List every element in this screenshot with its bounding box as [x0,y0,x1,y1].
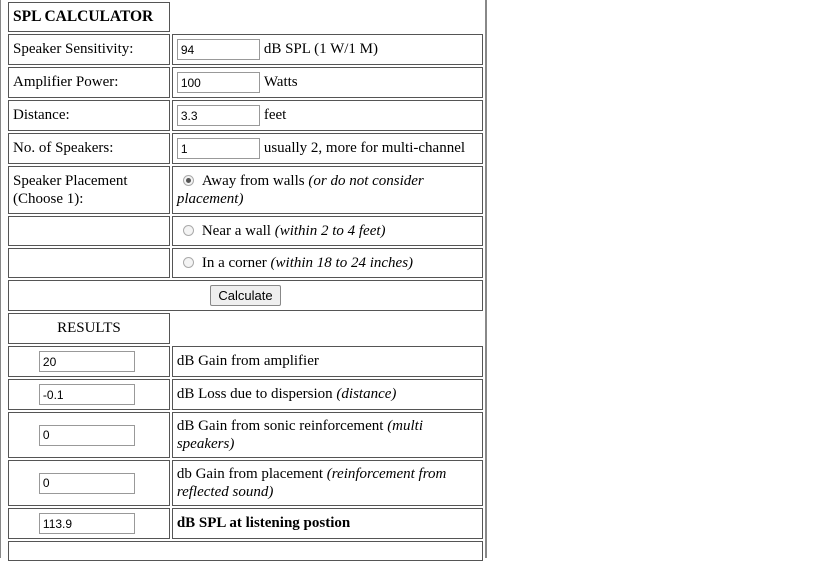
placement-wall-radio[interactable] [183,225,194,236]
dispersion-output[interactable] [39,384,135,405]
placement-wall-note: (within 2 to 4 feet) [274,222,386,239]
placement-label-line1: Speaker Placement [13,173,128,189]
distance-input[interactable] [177,105,260,126]
placement-wall-label: Near a wall [201,222,271,239]
amp-gain-output[interactable] [39,351,135,372]
sensitivity-input[interactable] [177,39,260,60]
spl-label: dB SPL at listening postion [172,508,483,539]
placement-gain-note-a: (reinforcement from [326,466,447,482]
placement-away-note-b: placement) [176,191,244,207]
placement-corner-label: In a corner [201,254,267,271]
power-label: Amplifier Power: [8,67,170,98]
placement-gain-output[interactable] [39,473,135,494]
sensitivity-unit: dB SPL (1 W/1 M) [263,40,379,57]
calculate-button[interactable]: Calculate [210,285,280,306]
speakers-unit: usually 2, more for multi-channel [263,139,466,156]
distance-label: Distance: [8,100,170,131]
placement-away-label: Away from walls [201,173,305,189]
placement-away-radio[interactable] [183,175,194,186]
placement-label [8,166,170,214]
placement-corner-note: (within 18 to 24 inches) [270,254,414,271]
dispersion-note: (distance) [336,386,397,402]
sonic-note-a: (multi [387,418,424,434]
placement-corner-radio[interactable] [183,257,194,268]
results-heading: RESULTS [8,313,170,344]
sensitivity-label: Speaker Sensitivity: [8,34,170,65]
power-unit: Watts [263,73,298,90]
distance-unit: feet [263,106,287,123]
placement-label-line2: (Choose 1): [13,191,84,207]
placement-away-note-a: (or do not consider [308,173,424,189]
placement-gain-note-b: reflected sound) [176,484,274,500]
sonic-note-b: speakers) [176,436,235,452]
calculator-title: SPL CALCULATOR [8,2,170,32]
placement-gain-label: db Gain from placement [176,466,324,482]
speakers-label: No. of Speakers: [8,133,170,164]
dispersion-label: dB Loss due to dispersion [176,386,333,402]
power-input[interactable] [177,72,260,93]
amp-gain-label: dB Gain from amplifier [172,346,483,377]
spl-output[interactable] [39,513,135,534]
sonic-output[interactable] [39,425,135,446]
spl-calculator-table [6,0,485,563]
speakers-input[interactable] [177,138,260,159]
sonic-label: dB Gain from sonic reinforcement [176,418,384,434]
